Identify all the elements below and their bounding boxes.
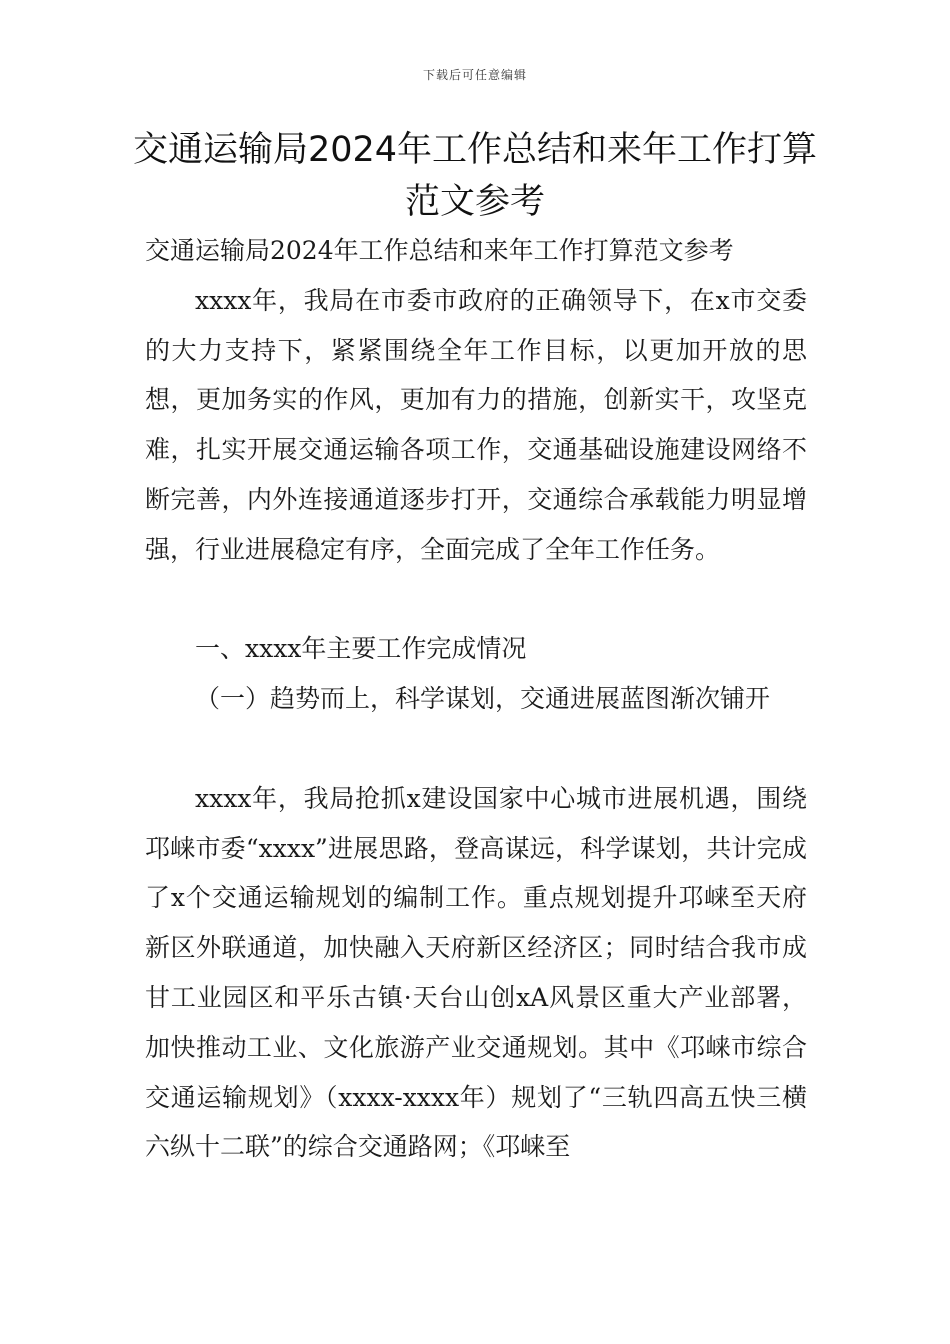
subtitle-line: 交通运输局2024年工作总结和来年工作打算范文参考 [145, 236, 734, 265]
header-note: 下载后可任意编辑 [422, 68, 527, 82]
blank-line [145, 724, 807, 774]
intro-paragraph: xxxx年，我局在市委市政府的正确领导下，在x市交委的大力支持下，紧紧围绕全年工作目标，以更加开放的思想，更加务实的作风，更加有力的措施，创新实干，攻坚克难，扎实开展交通运输各项工作，交通基础设施建设网络不断完善，内外连接通道逐步打开，交通综合承载能力明显增强，行业进展稳定有序，全面完成了全年工作任务。 [145, 285, 807, 564]
body-paragraph: xxxx年，我局抢抓x建设国家中心城市进展机遇，围绕邛崃市委“xxxx”进展思路，登高谋远，科学谋划，共计完成了x个交通运输规划的编制工作。重点规划提升邛崃至天府新区外联通道，加快融入天府新区经济区；同时结合我市成甘工业园区和平乐古镇·天台山创xA风景区重大产业部署，加快推动工业、文化旅游产业交通规划。其中《邛崃市综合交通运输规划》（xxxx-xxxx年）规划了“三轨四高五快三横六纵十二联”的综合交通路网；《邛崃至 [145, 783, 807, 1162]
document-title: 交通运输局2024年工作总结和来年工作打算范文参考 [132, 130, 818, 222]
section-heading: 一、xxxx年主要工作完成情况 [195, 634, 527, 664]
subsection-heading: （一）趋势而上，科学谋划，交通进展蓝图渐次铺开 [195, 684, 771, 714]
document-body [145, 226, 807, 1172]
blank-line [145, 575, 807, 625]
